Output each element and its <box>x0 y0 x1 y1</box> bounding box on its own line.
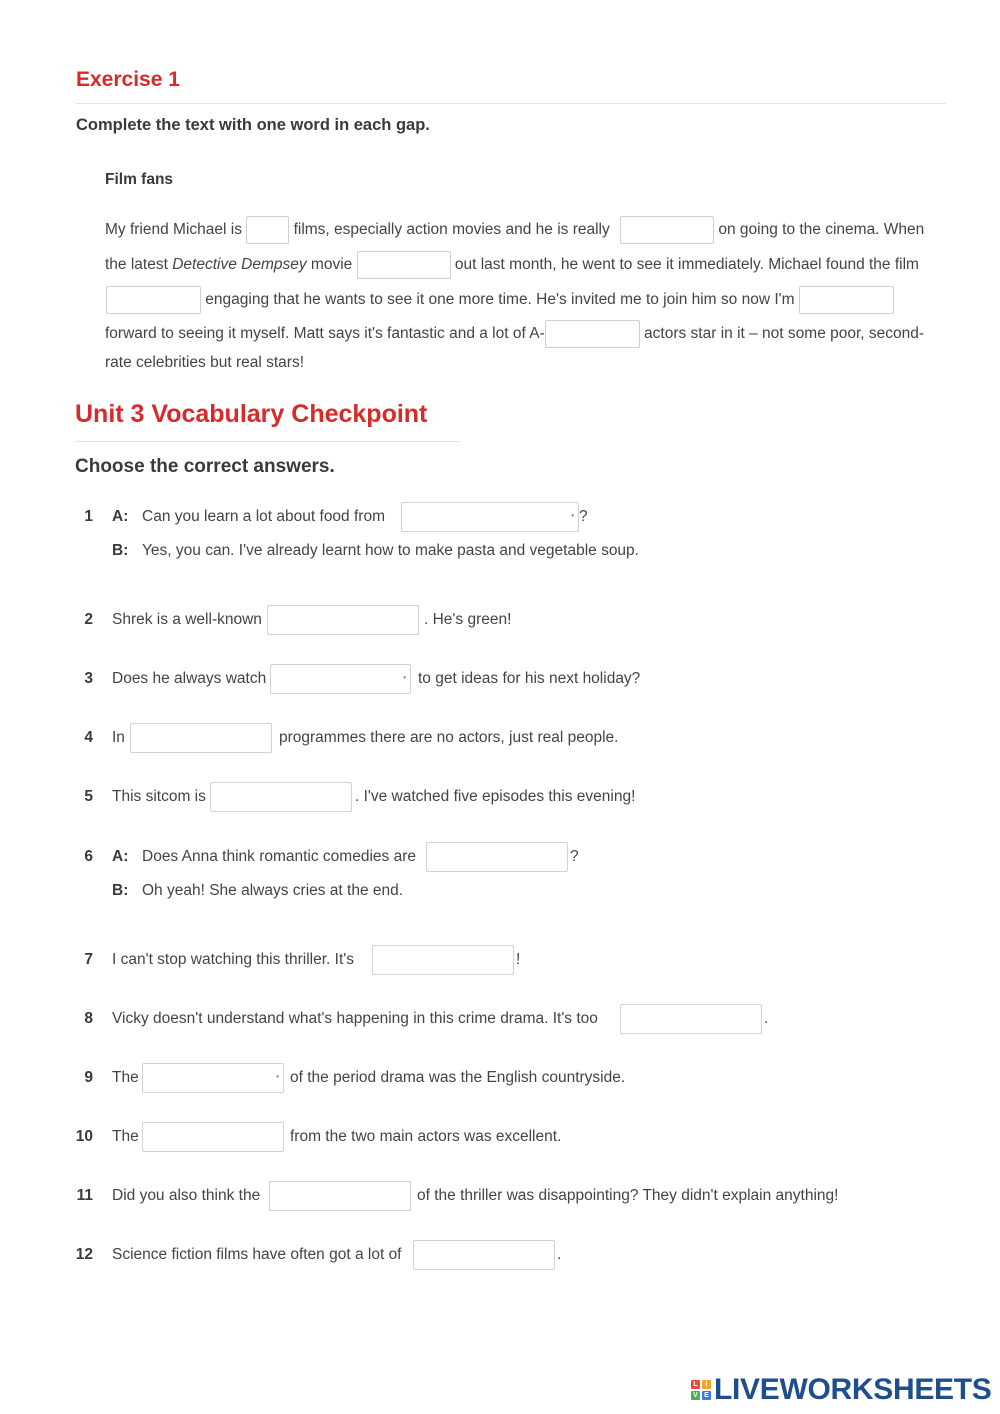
question-text: . <box>764 1010 769 1027</box>
question-text: . He's green! <box>424 611 512 628</box>
answer-dropdown-11[interactable] <box>269 1181 411 1211</box>
passage-text: out last month, he went to see it immediately. Michael found the film <box>450 256 919 274</box>
question-number: 10 <box>75 1128 93 1145</box>
question-number: 11 <box>76 1187 93 1204</box>
passage-text: engaging that he wants to see it one more time. He's invited me to join him so now I'm <box>201 291 799 309</box>
question-text: Science fiction films have often got a lot of <box>112 1246 402 1263</box>
question-number: 7 <box>84 951 93 968</box>
answer-dropdown-1[interactable] <box>401 502 579 532</box>
question-text: . I've watched five episodes this evening! <box>355 788 636 805</box>
dropdown-arrow-icon: • <box>403 673 406 682</box>
passage-line <box>105 216 924 244</box>
question-text: of the thriller was disappointing? They didn't explain anything! <box>417 1187 839 1204</box>
divider <box>76 103 946 104</box>
logo-letter: I <box>702 1380 711 1389</box>
question-number: 6 <box>84 848 93 865</box>
speaker-label: B: <box>112 882 129 899</box>
passage-text: movie <box>306 256 357 274</box>
question-number: 9 <box>84 1069 93 1086</box>
logo-letter: E <box>702 1391 711 1400</box>
question-text: The <box>112 1069 139 1086</box>
question-text: ? <box>579 508 588 525</box>
answer-dropdown-2[interactable] <box>267 605 419 635</box>
gap-input-6[interactable] <box>545 320 640 348</box>
passage-text: films, especially action movies and he is really <box>289 221 615 239</box>
question-text: ? <box>570 848 579 865</box>
question-text: from the two main actors was excellent. <box>290 1128 562 1145</box>
passage-line <box>106 286 894 314</box>
logo-letter: L <box>691 1380 700 1389</box>
section-title: Unit 3 Vocabulary Checkpoint <box>75 400 428 428</box>
movie-title: Detective Dempsey <box>172 256 307 274</box>
exercise-title: Exercise 1 <box>76 68 180 91</box>
question-text: . <box>557 1246 562 1263</box>
passage-line <box>105 251 919 279</box>
question-number: 2 <box>84 611 93 628</box>
passage-text: the latest <box>105 256 173 274</box>
answer-dropdown-3[interactable] <box>270 664 411 694</box>
question-text: to get ideas for his next holiday? <box>418 670 641 687</box>
answer-dropdown-10[interactable] <box>142 1122 284 1152</box>
logo-mark-icon <box>691 1380 711 1400</box>
dropdown-arrow-icon: • <box>276 1072 279 1081</box>
passage-text: on going to the cinema. When <box>714 221 925 239</box>
speaker-label: B: <box>112 542 129 559</box>
answer-dropdown-8[interactable] <box>620 1004 762 1034</box>
answer-dropdown-7[interactable] <box>372 945 514 975</box>
gap-input-4[interactable] <box>106 286 201 314</box>
question-text: Can you learn a lot about food from <box>142 508 385 525</box>
divider <box>75 441 460 442</box>
exercise-instruction: Complete the text with one word in each gap. <box>76 116 430 134</box>
question-text: In <box>112 729 125 746</box>
question-text: Oh yeah! She always cries at the end. <box>142 882 404 899</box>
passage-text: actors star in it – not some poor, second- <box>639 325 925 343</box>
gap-input-1[interactable] <box>246 216 289 244</box>
question-text: Does Anna think romantic comedies are <box>142 848 416 865</box>
question-text: Did you also think the <box>112 1187 261 1204</box>
question-text: Does he always watch <box>112 670 267 687</box>
question-text: ! <box>516 951 521 968</box>
question-number: 5 <box>84 788 93 805</box>
passage-text: forward to seeing it myself. Matt says it's fantastic and a lot of A- <box>105 325 545 343</box>
gap-input-3[interactable] <box>357 251 451 279</box>
speaker-label: A: <box>112 848 129 865</box>
question-number: 12 <box>75 1246 93 1263</box>
answer-dropdown-9[interactable] <box>142 1063 284 1093</box>
question-number: 1 <box>84 508 93 525</box>
passage-title: Film fans <box>105 171 174 188</box>
question-text: This sitcom is <box>112 788 206 805</box>
question-text: The <box>112 1128 139 1145</box>
passage-line <box>105 320 924 348</box>
question-text: of the period drama was the English countryside. <box>290 1069 626 1086</box>
question-number: 8 <box>84 1010 93 1027</box>
question-text: Shrek is a well-known <box>112 611 262 628</box>
answer-dropdown-4[interactable] <box>130 723 272 753</box>
question-text: Yes, you can. I've already learnt how to make pasta and vegetable soup. <box>142 542 639 559</box>
question-text: I can't stop watching this thriller. It's <box>112 951 354 968</box>
question-number: 3 <box>84 670 93 687</box>
passage-text: My friend Michael is <box>105 221 247 239</box>
liveworksheets-logo <box>691 1375 992 1405</box>
gap-input-2[interactable] <box>620 216 714 244</box>
passage-text: rate celebrities but real stars! <box>105 354 305 371</box>
dropdown-arrow-icon: • <box>571 511 574 520</box>
question-text: programmes there are no actors, just real people. <box>279 729 619 746</box>
question-text: Vicky doesn't understand what's happening in this crime drama. It's too <box>112 1010 598 1027</box>
logo-text: LIVEWORKSHEETS <box>714 1373 992 1406</box>
speaker-label: A: <box>112 508 129 525</box>
gap-input-5[interactable] <box>799 286 894 314</box>
passage-line <box>105 354 304 372</box>
answer-dropdown-5[interactable] <box>210 782 352 812</box>
logo-letter: V <box>691 1391 700 1400</box>
answer-dropdown-6[interactable] <box>426 842 568 872</box>
section-instruction: Choose the correct answers. <box>75 456 335 477</box>
question-number: 4 <box>84 729 93 746</box>
answer-dropdown-12[interactable] <box>413 1240 555 1270</box>
